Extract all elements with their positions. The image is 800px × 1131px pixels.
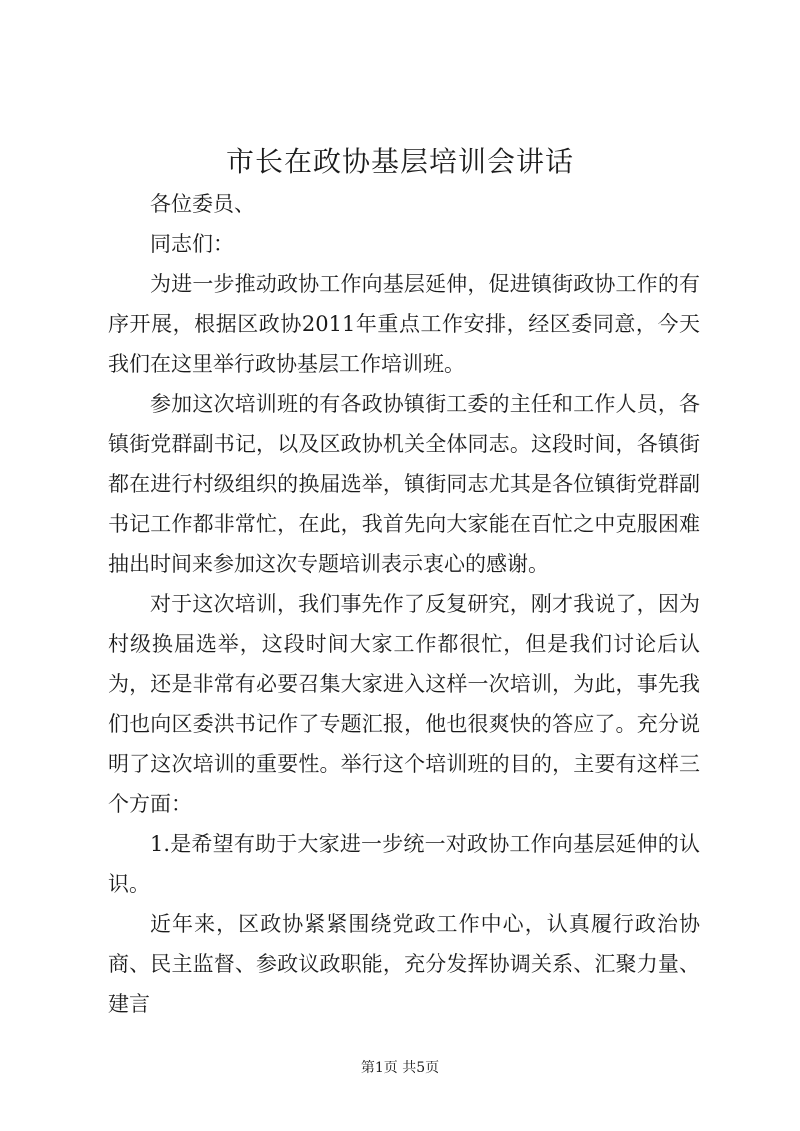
document-body bbox=[108, 184, 700, 1024]
page-number-footer: 第1页 共5页 bbox=[360, 1060, 440, 1076]
body-paragraph: 参加这次培训班的有各政协镇街工委的主任和工作人员，各镇街党群副书记，以及区政协机关全体同志。这段时间，各镇街都在进行村级组织的换届选举，镇街同志尤其是各位镇街党群副书记工作都非常忙，在此，我首先向大家能在百忙之中克服困难抽出时间来参加这次专题培训表示衷心的感谢。 bbox=[108, 392, 700, 576]
body-paragraph: 对于这次培训，我们事先作了反复研究，刚才我说了，因为村级换届选举，这段时间大家工作都很忙，但是我们讨论后认为，还是非常有必要召集大家进入这样一次培训，为此，事先我们也向区委洪书记作了专题汇报，他也很爽快的答应了。充分说明了这次培训的重要性。举行这个培训班的目的，主要有这样三个方面： bbox=[108, 592, 700, 816]
salutation-line-1: 各位委员、 bbox=[150, 192, 255, 216]
salutation-line-2: 同志们： bbox=[150, 232, 234, 256]
body-paragraph: 近年来，区政协紧紧围绕党政工作中心，认真履行政治协商、民主监督、参政议政职能，充分发挥协调关系、汇聚力量、建言 bbox=[108, 912, 700, 1016]
numbered-point: 1.是希望有助于大家进一步统一对政协工作向基层延伸的认识。 bbox=[108, 832, 700, 896]
body-paragraph: 为进一步推动政协工作向基层延伸，促进镇街政协工作的有序开展，根据区政协2011年重点工作安排，经区委同意，今天我们在这里举行政协基层工作培训班。 bbox=[108, 272, 700, 376]
document-title: 市长在政协基层培训会讲话 bbox=[225, 145, 574, 178]
